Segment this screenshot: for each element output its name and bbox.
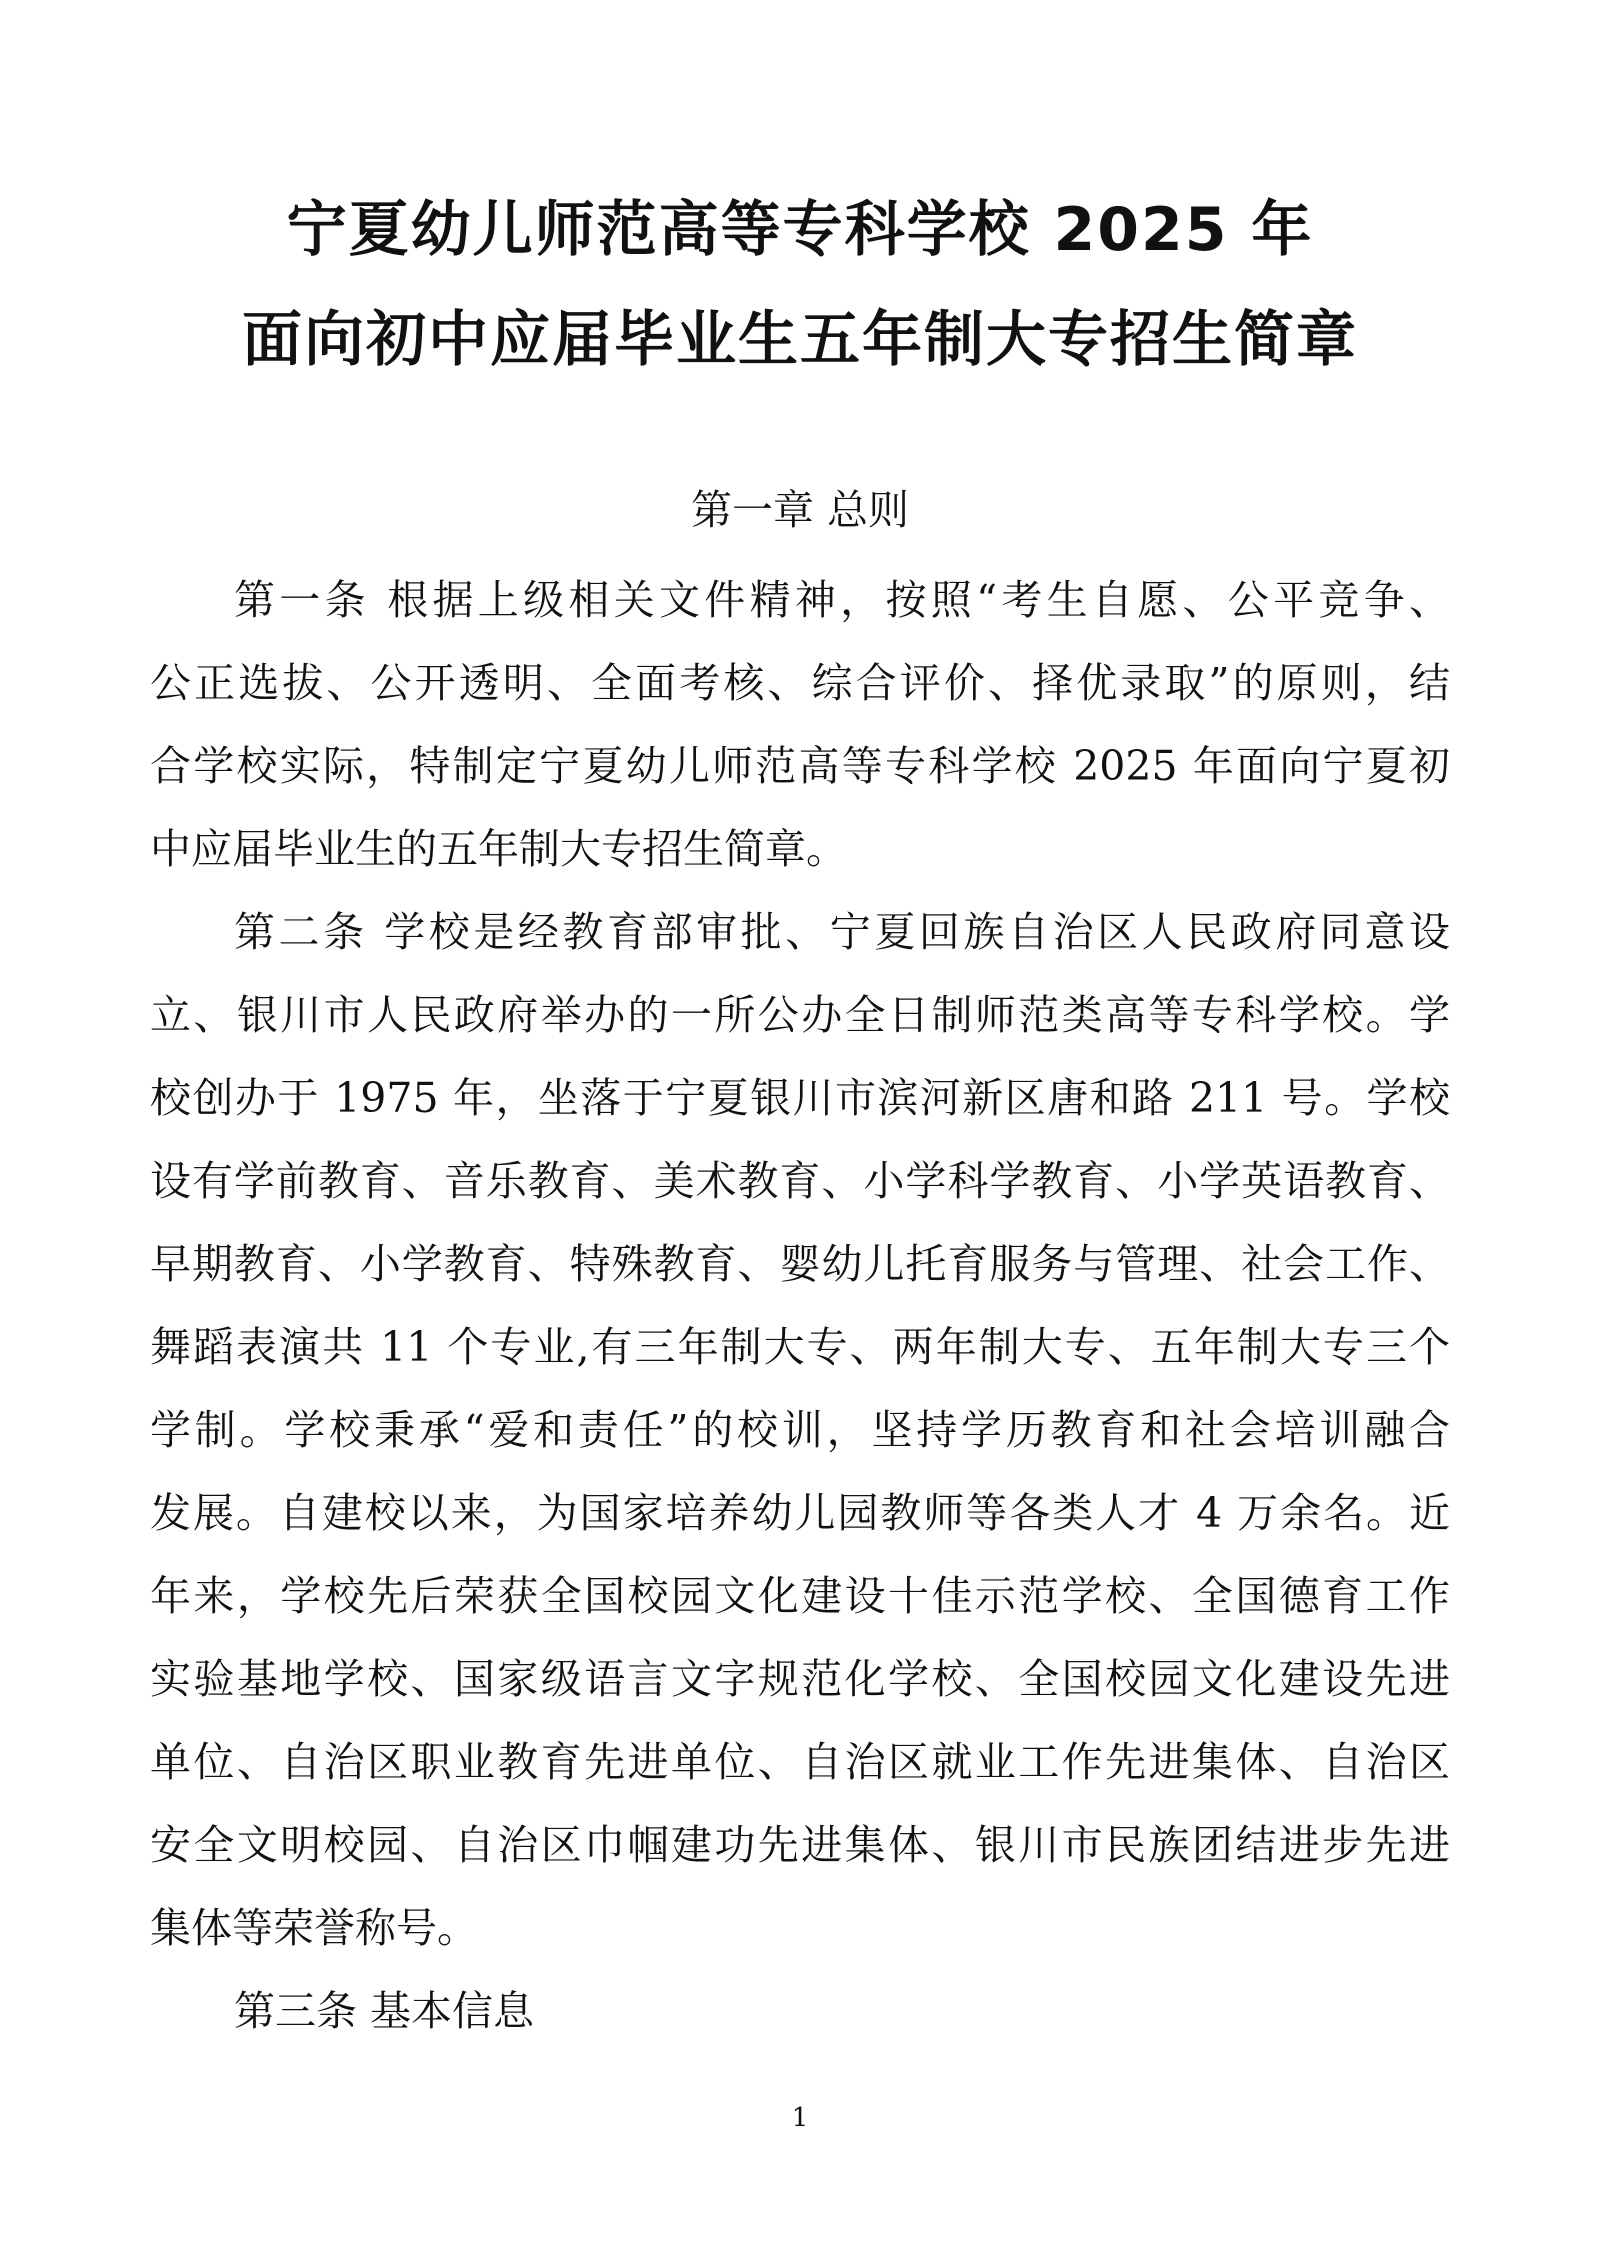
article-2-line: 舞蹈表演共 11 个专业,有三年制大专、两年制大专、五年制大专三个 [150, 1323, 1450, 1371]
article-1-line: 合学校实际，特制定宁夏幼儿师范高等专科学校 2025 年面向宁夏初 [150, 742, 1450, 790]
article-2-line: 校创办于 1975 年，坐落于宁夏银川市滨河新区唐和路 211 号。学校 [150, 1074, 1450, 1122]
article-2-line: 单位、自治区职业教育先进单位、自治区就业工作先进集体、自治区 [150, 1738, 1450, 1786]
chapter-heading: 第一章 总则 [690, 486, 910, 534]
article-3-heading: 第三条 基本信息 [234, 1987, 535, 2035]
article-1-line: 第一条 根据上级相关文件精神，按照“考生自愿、公平竞争、 [234, 576, 1450, 624]
article-2-line: 早期教育、小学教育、特殊教育、婴幼儿托育服务与管理、社会工作、 [150, 1240, 1450, 1288]
article-2-line: 实验基地学校、国家级语言文字规范化学校、全国校园文化建设先进 [150, 1655, 1450, 1703]
article-1-line: 中应届毕业生的五年制大专招生简章。 [150, 825, 847, 873]
article-2-line: 立、银川市人民政府举办的一所公办全日制师范类高等专科学校。学 [150, 991, 1450, 1039]
article-2-line: 集体等荣誉称号。 [150, 1904, 478, 1952]
article-1-line: 公正选拔、公开透明、全面考核、综合评价、择优录取”的原则，结 [150, 659, 1450, 707]
document-title-line-2: 面向初中应届毕业生五年制大专招生简章 [242, 305, 1358, 375]
document-title-line-1: 宁夏幼儿师范高等专科学校 2025 年 [286, 195, 1314, 265]
article-2-line: 设有学前教育、音乐教育、美术教育、小学科学教育、小学英语教育、 [150, 1157, 1450, 1205]
article-2-line: 安全文明校园、自治区巾帼建功先进集体、银川市民族团结进步先进 [150, 1821, 1450, 1869]
article-2-line: 年来，学校先后荣获全国校园文化建设十佳示范学校、全国德育工作 [150, 1572, 1450, 1620]
article-2-line: 第二条 学校是经教育部审批、宁夏回族自治区人民政府同意设 [234, 908, 1450, 956]
article-2-line: 发展。自建校以来，为国家培养幼儿园教师等各类人才 4 万余名。近 [150, 1489, 1450, 1537]
article-2-line: 学制。学校秉承“爱和责任”的校训，坚持学历教育和社会培训融合 [150, 1406, 1450, 1454]
page-number: 1 [791, 2103, 809, 2133]
